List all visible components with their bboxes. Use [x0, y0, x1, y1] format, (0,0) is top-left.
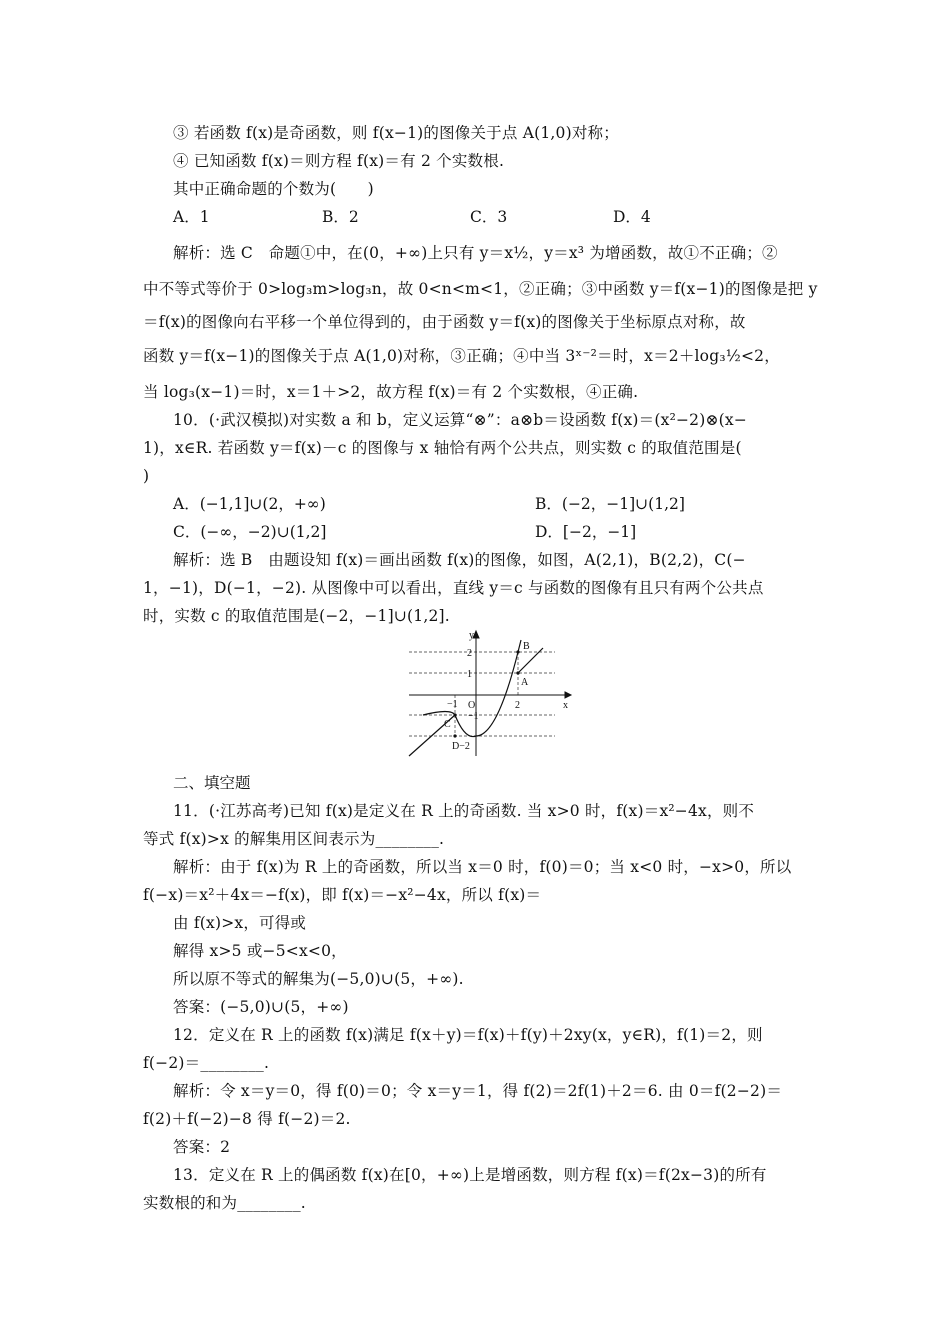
p10-solution-line: 时，实数 c 的取值范围是(−2，−1]∪(1,2].	[143, 607, 450, 625]
x-axis-arrow	[565, 692, 571, 698]
p11-answer: 答案：(−5,0)∪(5，+∞)	[173, 998, 349, 1016]
point-b	[516, 650, 519, 653]
p11-solution-line: f(−x)＝x²＋4x＝−f(x)，即 f(x)＝−x²−4x，所以 f(x)＝	[143, 886, 542, 904]
tick-label-y1: 1	[467, 669, 472, 680]
label-point-b: B	[523, 641, 530, 652]
p11-solution-line: 所以原不等式的解集为(−5,0)∪(5，+∞).	[173, 970, 464, 988]
label-x-axis: x	[563, 700, 568, 711]
point-d	[453, 734, 456, 737]
parabola-branch	[423, 640, 521, 737]
p9-solution-line: 当 log₃(x−1)＝时，x＝1＋>2，故方程 f(x)＝有 2 个实数根，④正确.	[143, 383, 639, 401]
p10-stem-line: 10．(·武汉模拟)对实数 a 和 b，定义运算“⊗”：a⊗b＝设函数 f(x)＝(x²−2)⊗(x−	[173, 411, 748, 429]
p12-stem-line: f(−2)＝________.	[143, 1054, 270, 1072]
p11-stem-line: 11．(·江苏高考)已知 f(x)是定义在 R 上的奇函数. 当 x>0 时，f(x)＝x²−4x，则不	[173, 802, 755, 820]
p12-stem-line: 12．定义在 R 上的函数 f(x)满足 f(x＋y)＝f(x)＋f(y)＋2xy(x，y∈R)，f(1)＝2，则	[173, 1026, 763, 1044]
p9-item-3: ③ 若函数 f(x)是奇函数，则 f(x−1)的图像关于点 A(1,0)对称；	[173, 124, 619, 142]
tick-label-x2: 2	[515, 700, 520, 711]
point-a	[516, 671, 519, 674]
p10-solution-line: 解析：选 B 由题设知 f(x)＝画出函数 f(x)的图像，如图，A(2,1)，B(2,2)，C(−	[173, 551, 746, 569]
p9-option-c: C．3	[470, 208, 508, 226]
p9-solution-line: 中不等式等价于 0>log₃m>log₃n，故 0<n<m<1，②正确；③中函数 y＝f(x−1)的图像是把 y	[143, 280, 818, 298]
label-point-c: C	[444, 719, 451, 730]
p11-stem-line: 等式 f(x)>x 的解集用区间表示为________.	[143, 830, 445, 848]
tick-label-ym1: −1	[468, 711, 479, 722]
p9-option-a: A．1	[173, 208, 210, 226]
label-point-a: A	[521, 677, 529, 688]
label-origin: O	[468, 700, 476, 711]
label-point-d: D−2	[452, 741, 470, 752]
p10-option-c: C．(−∞，−2)∪(1,2]	[173, 523, 327, 541]
p9-item-4: ④ 已知函数 f(x)＝则方程 f(x)＝有 2 个实数根.	[173, 152, 505, 170]
p13-stem-line: 实数根的和为________.	[143, 1194, 306, 1212]
p10-option-b: B．(−2，−1]∪(1,2]	[535, 495, 685, 513]
p11-solution-line: 由 f(x)>x，可得或	[173, 914, 307, 932]
p9-option-b: B．2	[322, 208, 359, 226]
section-title: 二、填空题	[173, 774, 251, 792]
p11-solution-line: 解析：由于 f(x)为 R 上的奇函数，所以当 x＝0 时，f(0)＝0；当 x<0 时，−x>0，所以	[173, 858, 792, 876]
p10-solution-line: 1，−1)，D(−1，−2). 从图像中可以看出，直线 y＝c 与函数的图像有且只有两个公共点	[143, 579, 764, 597]
p9-solution-line: ＝f(x)的图像向右平移一个单位得到的，由于函数 y＝f(x)的图像关于坐标原点对称，故	[143, 313, 746, 331]
p11-solution-line: 解得 x>5 或−5<x<0，	[173, 942, 347, 960]
p9-solution-line: 函数 y＝f(x−1)的图像关于点 A(1,0)对称，③正确；④中当 3ˣ⁻²＝时，x＝2＋log₃½<2，	[143, 347, 780, 365]
point-c	[453, 713, 456, 716]
p10-stem-line: )	[143, 467, 150, 485]
tick-label-y2: 2	[467, 648, 472, 659]
p12-solution-line: 解析：令 x＝y＝0，得 f(0)＝0；令 x＝y＝1，得 f(2)＝2f(1)＋2＝6. 由 0＝f(2−2)＝	[173, 1082, 783, 1100]
p9-solution-line: 解析：选 C 命题①中，在(0，+∞)上只有 y＝x½，y＝x³ 为增函数，故①不正确；②	[173, 244, 778, 262]
p12-answer: 答案：2	[173, 1138, 231, 1156]
tick-label-xm1: −1	[447, 699, 458, 710]
p10-option-d: D．[−2，−1]	[535, 523, 637, 541]
p10-stem-line: 1)，x∈R. 若函数 y＝f(x)－c 的图像与 x 轴恰有两个公共点，则实数 c 的取值范围是(	[143, 439, 742, 457]
p9-question: 其中正确命题的个数为( )	[173, 180, 374, 198]
label-y-axis: y	[469, 630, 474, 641]
p10-option-a: A．(−1,1]∪(2，+∞)	[173, 495, 326, 513]
p12-solution-line: f(2)＋f(−2)−8 得 f(−2)＝2.	[143, 1110, 351, 1128]
p9-option-d: D．4	[613, 208, 651, 226]
p13-stem-line: 13．定义在 R 上的偶函数 f(x)在[0，+∞)上是增函数，则方程 f(x)＝f(2x−3)的所有	[173, 1166, 767, 1184]
function-graph	[405, 628, 575, 760]
